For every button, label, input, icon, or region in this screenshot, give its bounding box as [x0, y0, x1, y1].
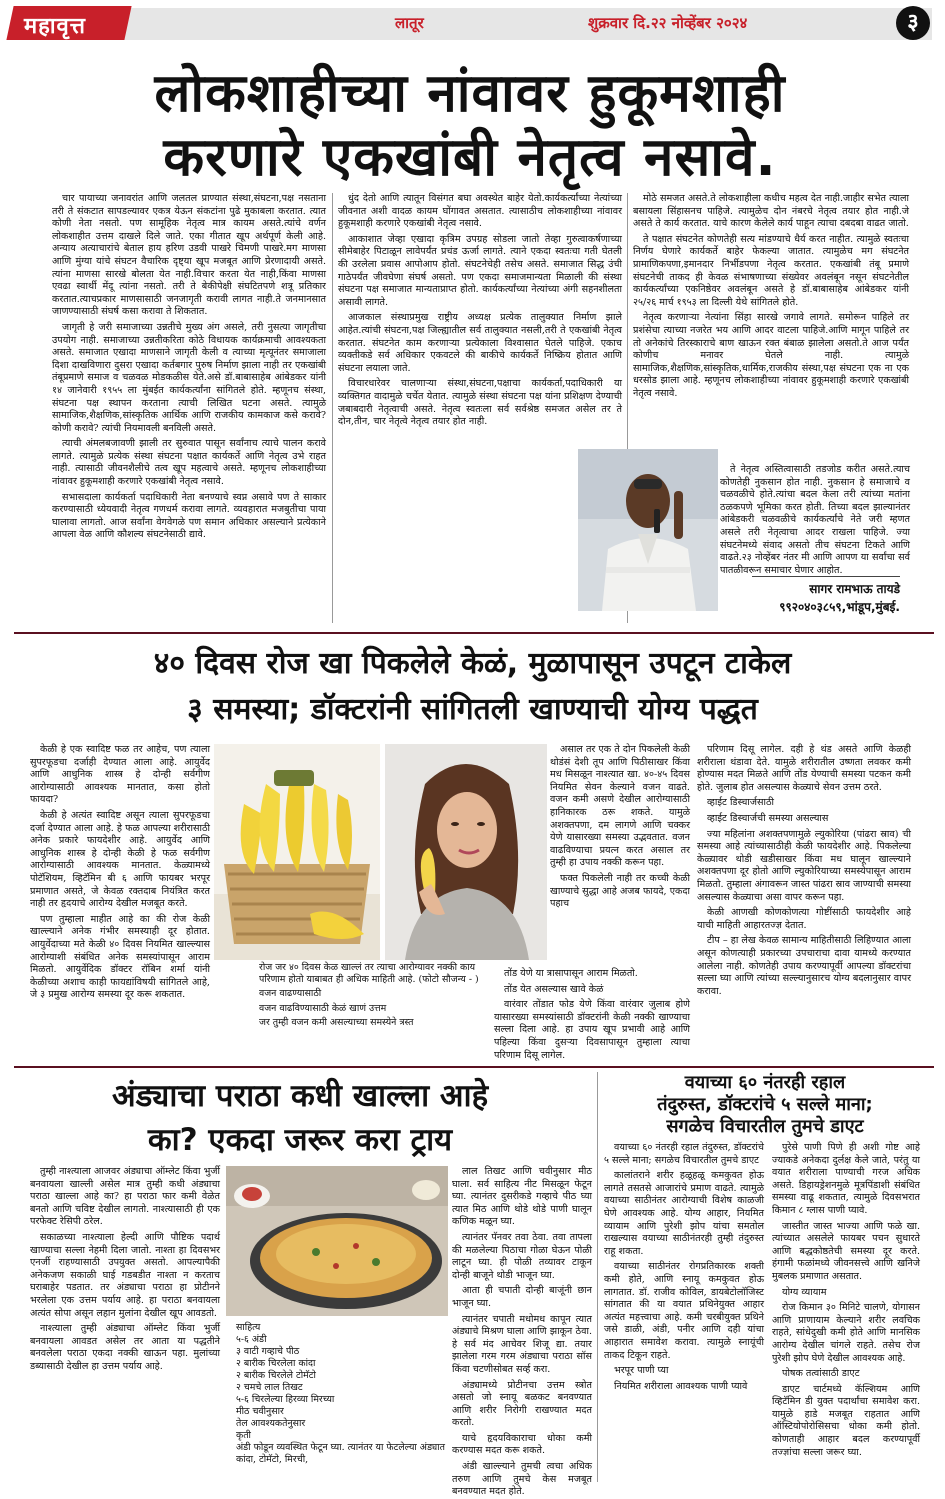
- article4-column-1: [604, 1142, 764, 1482]
- paragraph: ते पक्षात संघटनेत कोणतेही सत्य मांडण्याचे धैर्य करत नाहीत. त्यामुळे स्वतःचा निर्णय घेणारे कार्यकर्ते बाहेर फेकल्या जातात. त्यामुळेच मग संघटनेत प्रामाणिकपणा,इमानदार निर्भीडपणा नेतृत्व करतात. एकखांबी तंबू प्रमाणे संघटनेची ताकद ही केवळ संभाषणाच्या संख्येवर अवलंबून नसून संघटनेतील कार्यकर्त्यांच्या एकनिष्ठेवर अवलंबून असते हे डॉ.बाबासाहेब आंबेडकर यांनी २५/२६ मार्च १९५३ ला दिल्ली येथे सांगितले होते.: [633, 233, 909, 308]
- caption-line: रोज जर ४० दिवस केळ खाल्लं तर त्याचा आरोग्यावर नक्की काय परिणाम होतो याबाबत ही अधिक माहिती आहे. (फोटो सौजन्य - ): [259, 962, 479, 986]
- page-number: ३: [896, 6, 930, 40]
- paragraph: याचे हृदयविकाराचा धोका कमी करण्यास मदत करू शकते.: [452, 1432, 592, 1457]
- masthead: [0, 0, 945, 46]
- ingredient-item: ३ वाटी गव्हाचे पीठ: [236, 1346, 300, 1357]
- column-divider: [332, 193, 333, 623]
- article4-headline-line1: वयाच्या ६० नंतरही रहाल: [684, 1072, 846, 1093]
- ingredient-item: २ बारीक चिरलेला कांदा: [236, 1358, 316, 1369]
- paragraph: केळी आणखी कोणकोणत्या गोष्टींसाठी फायदेशीर आहे याची माहिती आहारतज्ज्ञ देतात.: [697, 907, 911, 931]
- ingredient-item: तेल आवश्यकतेनुसार: [236, 1418, 306, 1429]
- caption-line: जर तुम्ही वजन कमी असल्याच्या समस्येने त्रस्त: [259, 1016, 414, 1028]
- paragraph: वयाच्या साठीनंतर रोगप्रतिकारक शक्ती कमी होते, आणि स्नायू कमकुवत होऊ लागतात. डॉ. राजीव कोविल, डायबेटोलॉजिस्ट सांगतात की या वयात प्रथिनेयुक्त आहार अत्यंत महत्त्वाचा आहे. कमी चरबीयुक्त प्रथिने जसे डाळी, अंडी, पनीर आणि दही यांचा आहारात समावेश करावा. त्यामुळे स्नायूंची ताकद टिकून राहते.: [604, 1261, 764, 1361]
- article1-column-1: [52, 193, 326, 625]
- paragraph: डाएट चार्टमध्ये कॅल्शियम आणि व्हिटॅमिन डी युक्त पदार्थांचा समावेश करा. यामुळे हाडे मजबूत राहतात आणि ऑस्टियोपोरोसिसचा धोका कमी होतो. कोणताही आहार बदल करण्यापूर्वी तज्ज्ञांचा सल्ला जरूर घ्या.: [772, 1383, 920, 1458]
- bananas-photo: [214, 744, 380, 960]
- ingredient-item: मीठ चवीनुसार: [236, 1406, 284, 1417]
- article3-headline-line2: का? एकदा जरूर करा ट्राय: [147, 1122, 453, 1158]
- article3-column-1: [30, 1166, 220, 1482]
- ingredient-item: २ बारीक चिरलेले टोमॅटो: [236, 1370, 316, 1381]
- article4-headline-line2: तंदुरुस्त, डॉक्टरांचे ५ सल्ले माना;: [657, 1094, 873, 1115]
- edition-city: लातूर: [395, 14, 424, 32]
- ingredients-title: साहित्य: [236, 1322, 261, 1333]
- ingredients-list: [236, 1322, 446, 1482]
- article1-headline-line2: करणारे एकखांबी नेतृत्व नसावे.: [163, 127, 777, 188]
- article2-headline-line1: ४० दिवस रोज खा पिकलेले केळं, मुळापासून उपटून टाकेल: [153, 646, 792, 681]
- paragraph: आता ही चपाती दोन्ही बाजूंनी छान भाजून घ्या.: [452, 1285, 592, 1309]
- article4-column-2: [772, 1142, 920, 1482]
- paragraph: तोंड येणे या त्रासापासून आराम मिळतो.: [504, 968, 638, 979]
- paragraph: आजकाल संस्थाप्रमुख राष्ट्रीय अध्यक्ष प्रत्येक तालुक्यात निर्माण झाले आहेत.त्यांची संघटना,पक्ष जिल्ह्यातील सर्व तालुक्यात नसली,तरी ते एकखांबी नेतृत्व करतात. संघटनेत काम करणाऱ्या प्रत्येकाला विश्वासात घेतले पाहिजे. एकाच व्यक्तीकडे सर्व अधिकार एकवटले की बाकीचे कार्यकर्ते निष्क्रिय होतात आणि संघटना लयाला जाते.: [338, 312, 622, 374]
- signature-rule: [752, 576, 900, 577]
- newspaper-name: महावृत्त: [24, 14, 86, 39]
- paragraph: कालांतराने शरीर हळूहळू कमकुवत होऊ लागते तसतसे आजारांचे प्रमाण वाढते. त्यामुळे वयाच्या साठीनंतर आरोग्याची विशेष काळजी घेणे आवश्यक आहे. योग्य आहार, नियमित व्यायाम आणि पुरेशी झोप यांचा समतोल राखल्यास वयाच्या साठीनंतरही तुम्ही तंदुरुस्त राहू शकता.: [604, 1170, 764, 1257]
- paragraph: नेतृत्व करणाऱ्या नेत्यांना सिंहा सारखे जगावे लागते. समोरून पाहिले तर प्रशंसेचा त्याच्या नजरेत भय आणि आदर वाटला पाहिजे.आणि मागून पाहिले तर तो अनेकांचे तिरस्काराचे बाण खाऊन रक्त बंबाळ झालेला असतो.ते आज पर्यंत कोणीच मनावर घेतले नाही. त्यामुळे सामाजिक,शैक्षणिक,सांस्कृतिक,धार्मिक,राजकीय संस्था,पक्ष संघटना एक ना एक धरसोड झाला आहे. म्हणूनच लोकशाहीच्या नांवावर हुकूमशाही करणारे एकखांबी नेतृत्व नसावे.: [633, 312, 909, 399]
- article3-headline-line1: अंड्याचा पराठा कधी खाल्ला आहे: [111, 1078, 489, 1114]
- paragraph: फक्त पिकलेली नाही तर कच्ची केळी खाण्याचे सुद्धा आहे अजब फायदे, एकदा पहाच: [550, 872, 690, 910]
- ingredient-item: ५-६ अंडी: [236, 1334, 267, 1345]
- section-divider: [14, 632, 934, 634]
- egg-paratha-photo: [226, 1166, 448, 1316]
- paragraph: वारंवार तोंडात फोड येणे किंवा वारंवार जुलाब होणे यासारख्या समस्यांसाठी डॉक्टरांनी केळी नक्की खाण्याचा सल्ला दिला आहे. हा उपाय खूप प्रभावी आहे आणि पहिल्या किंवा दुसऱ्या दिवसापासून तुम्हाला त्याचा परिणाम दिसू लागेल.: [494, 999, 690, 1061]
- subheading: योग्य व्यायाम: [782, 1286, 827, 1298]
- article2-column-3-continued: [494, 968, 690, 1062]
- subheading: व्हाईट डिस्चार्जसाठी: [707, 797, 775, 809]
- ingredient-item: कृती: [236, 1430, 251, 1441]
- paragraph: नियमित शरीराला आवश्यक पाणी प्यावे: [614, 1380, 748, 1392]
- masthead-bar: [14, 8, 932, 40]
- paragraph: विचारधारेवर चालणाऱ्या संस्था,संघटना,पक्षाचा कार्यकर्ता,पदाधिकारी या व्यक्तिगत वादामुळे चर्चेत येतात. त्यामुळे संस्था संघटना पक्ष यांना प्रशिक्षण देण्याची जबाबदारी नेतृत्वाची असते. नेतृत्व स्वतःला सर्व सर्वश्रेष्ठ समजत असेल तर ते दोन,तीन, चार नेतृत्वे नेतृत्व तयार होत नाही.: [338, 378, 622, 428]
- article2-column-1: [30, 744, 210, 1064]
- paragraph: पुरेसे पाणी पिणे ही अशी गोष्ट आहे ज्याकडे अनेकदा दुर्लक्ष केले जाते, परंतु या वयात शरीराला पाण्याची गरज अधिक असते. डिहायड्रेशनमुळे मूत्रपिंडाशी संबंधित समस्या वाढू शकतात, त्यामुळे दिवसभरात किमान ८ ग्लास पाणी प्यावे.: [772, 1142, 920, 1216]
- author-name: सागर रामभाऊ तायडे: [809, 582, 900, 596]
- subheading: पोषक तत्वांसाठी डाएट: [782, 1368, 860, 1380]
- paragraph: अंडी खाल्ल्याने तुमची त्वचा अधिक तरुण आणि तुमचे केस मजबूत बनवण्यात मदत होते.: [452, 1461, 592, 1498]
- paragraph: असाल तर एक ते दोन पिकलेली केळी थोडंसं देशी तूप आणि पिठीसाखर किंवा मध मिसळून नाश्त्यात खा. ४०-४५ दिवस नियमित सेवन केल्याने वजन वाढते. वजन कमी असणे देखील आरोग्यासाठी हानिकारक ठरू शकते. यामुळे अशक्तपणा, दम लागणे आणि चक्कर येणे यासारख्या समस्या उद्भवतात. वजन वाढविण्याचा प्रयत्न करत असाल तर तुम्ही हा उपाय नक्की करून पहा.: [550, 744, 690, 869]
- subheading: व्हाईट डिस्चार्जची समस्या असल्यास: [707, 812, 829, 824]
- paragraph: रोज किमान ३० मिनिटे चालणे, योगासन आणि प्राणायाम केल्याने शरीर लवचिक राहते, सांधेदुखी कमी होते आणि मानसिक आरोग्य देखील चांगले राहते. तसेच रोज पुरेशी झोप घेणे देखील आवश्यक आहे.: [772, 1302, 920, 1364]
- paragraph: वयाच्या ६० नंतरही रहाल तंदुरुस्त, डॉक्टरांचे ५ सल्ले माना; सगळेच विचारतील तुमचे डाएट: [604, 1142, 764, 1166]
- paragraph: त्याची अंमलबजावणी झाली तर सुरुवात पासून सर्वांनाच त्याचे पालन करावे लागते. त्यामुळे प्रत्येक संस्था संघटना पक्षात कार्यकर्ते आणि नेतृत्व उभे राहत नाही. त्यासाठी जीवनशैलीचे तत्व खूप महत्वाचे असते. म्हणूनच लोकशाहीच्या नांवावर हुकूमशाही करणारे एकखांबी नेतृत्व नसावे.: [52, 438, 326, 488]
- article1-column-3: [633, 193, 909, 461]
- article2-headline-line2: ३ समस्या; डॉक्टरांनी सांगितली खाण्याची योग्य पद्धत: [187, 692, 758, 727]
- paragraph: त्यानंतर पॅनवर तवा ठेवा. तवा तापला की मळलेल्या पिठाचा गोळा घेऊन पोळी लाटून घ्या. ही पोळी तव्यावर टाकून दोन्ही बाजूने थोडी भाजून घ्या.: [452, 1231, 592, 1281]
- paragraph: पण तुम्हाला माहीत आहे का की रोज केळी खाल्ल्याने अनेक गंभीर समस्याही दूर होतात. आयुर्वेदाच्या मते केळी ४० दिवस नियमित खाल्ल्यास आरोग्याशी संबंधित अनेक समस्यांपासून आराम मिळतो. आयुर्वेदिक डॉक्टर रॉबिन शर्मा यांनी केळीच्या अशाच काही फायद्यांविषयी सांगितले आहे, जे ३ प्रमुख आरोग्य समस्या दूर करू शकतात.: [30, 913, 210, 1001]
- paragraph: सकाळच्या नाश्त्याला हेल्दी आणि पौष्टिक पदार्थ खाण्याचा सल्ला नेहमी दिला जातो. नाश्ता हा दिवसभर एनर्जी राहण्यासाठी उपयुक्त असतो. आपल्यापैकी अनेकजण सकाळी घाई गडबडीत नाश्ता न करताच घराबाहेर पडतात. तर अंड्याचा पराठा हा प्रोटीनने भरलेला एक उत्तम पर्याय आहे. हा पराठा बनवायला अत्यंत सोपा असून लहान मुलांना देखील खूप आवडतो.: [30, 1231, 220, 1319]
- paragraph: टीप – हा लेख केवळ सामान्य माहितीसाठी लिहिण्यात आला असून कोणत्याही प्रकारच्या उपचाराचा दावा यामध्ये करण्यात आलेला नाही. कोणतेही उपाय करण्यापूर्वी आपल्या डॉक्टरांचा सल्ला घ्या आणि त्यांच्या सल्ल्यानुसारच योग्य बदलानुसार वापर करावा.: [697, 935, 911, 997]
- photo-caption: [259, 962, 489, 1060]
- paragraph: ते नेतृत्व अस्तित्वासाठी तडजोड करीत असते.त्याच कोणतेही नुकसान होत नाही. नुकसान हे समाजाचे व चळवळीचे होते.त्यांचा बदल केला तरी त्यांच्या मतांना ठळकपणे भूमिका करत होती. तिच्या बदल झाल्यानंतर आंबेडकरी चळवळीचे कार्यकर्त्यांचे नेते जरी म्हणत असले तरी नेतृत्वाचा आदर राखला पाहिजे. ज्या संघटनेमध्ये संवाद असतो तीच संघटना टिकते आणि वाढते.२३ नोव्हेंबर नंतर मी आणि आपण या सर्वांचा सर्व पातळीवरून समाचार घेणार आहोत.: [720, 464, 910, 576]
- author-contact: ९९२०४०३८५९,भांडूप,मुंबई.: [779, 600, 900, 614]
- article4-headline-line3: सगळेच विचारतील तुमचे डाएट: [666, 1116, 864, 1137]
- issue-date: शुक्रवार दि.२२ नोव्हेंबर २०२४: [588, 14, 748, 32]
- paragraph: लाल तिखट आणि चवीनुसार मीठ घाला. सर्व साहित्य नीट मिसळून फेटून घ्या. त्यानंतर दुसरीकडे गव्हाचे पीठ घ्या त्यात मिठ आणि थोडे थोडे पाणी घालून कणिक मळून घ्या.: [452, 1166, 592, 1228]
- article2-column-3: [550, 744, 690, 966]
- paragraph: केळी हे अत्यंत स्वादिष्ट असून त्याला सुपरफूडचा दर्जा देण्यात आला आहे. हे फळ आपल्या शरीरासाठी अनेक प्रकारे फायदेशीर आहे. आयुर्वेद आणि आधुनिक शास्त्र हे दोन्ही केळी हे फळ सर्वगीण आरोग्यासाठी आवश्यक मानतात. केळ्यामध्ये पोटॅशियम, व्हिटॅमिन बी ६ आणि फायबर भरपूर प्रमाणात असते, जे केवळ रक्तदाब नियंत्रित करत नाही तर हृदयाचे आरोग्य देखील मजबूत करते.: [30, 809, 210, 910]
- paragraph: अंड्यामध्ये प्रोटीनचा उत्तम स्त्रोत असतो जो स्नायू बळकट बनवण्यात आणि शरीर निरोगी राखण्यात मदत करतो.: [452, 1379, 592, 1429]
- caption-line: वजन वाढण्यासाठी: [259, 988, 322, 1000]
- article2-column-4: [697, 744, 911, 1062]
- paragraph: मोठे समजत असते.ते लोकशाहीला कधीच महत्व देत नाही.जाहीर सभेत त्याला बसायला सिंहासनच पाहिजे. त्यामुळेच दोन नंबरचे नेतृत्व तयार होत नाही.जे असते ते कार्य करतात. याचे कारण केलेले कार्य पाहून त्याचा दबदबा वाढत जातो.: [633, 193, 909, 230]
- ingredient-item: २ चमचे लाल तिखट: [236, 1382, 303, 1393]
- paragraph: ज्या महिलांना अशक्तपणामुळे ल्युकोरिया (पांढरा स्राव) ची समस्या आहे त्यांच्यासाठीही केळी फायदेशीर आहे. पिकलेल्या केळ्यावर थोडी खडीसाखर किंवा मध घालून खाल्ल्याने अशक्तपणा दूर होतो आणि ल्युकोरियाच्या समस्येपासून आराम मिळतो. तुम्हाला अंगावरून जास्त पांढरा स्राव जाण्याची समस्या असल्यास केळ्याचा असा वापर करून पहा.: [697, 828, 911, 903]
- paragraph: धुंद देतो आणि त्यातून विसंगत बघा अवस्थेत बाहेर येतो.कार्यकर्त्यांच्या नेत्यांच्या जीवनात अशी वादळ कायम घोंगावत असतात. त्यासाठीच लोकशाहीच्या नांवावर हुकूमशाही करणारे एकखांबी नेतृत्व नसावे.: [338, 193, 622, 230]
- paragraph: चार पायाच्या जनावरांत आणि जलतल प्राण्यात संस्था,संघटना,पक्ष नसताना तरी ते संकटात सापडल्यावर एकत्र येऊन संकटांना पुढे मुकाबला करतात. त्यात कोणी नेता नसतो. पण सामूहिक नेतृत्व मात्र कायम असते.त्यांचे वर्णन लोकशाहीत उत्तम दाखले दिले जाते. एका गीतात खूप अर्थपूर्ण केली आहे. अन्याय अत्याचारांचे बेताल हाय हरिण उडवी पाखरे चिमणी पाखरे.मग माणसा आणि मुंग्या यांचे संघटन वैचारिक दृष्ट्या खूप मजबूत आणि प्रेरणादायी असते. त्यांना माणसा सारखे बोलता येत नाही.विचार करता येत नाही,किंवा माणसा एवढा स्वार्थी मेंदू त्यांना नसतो. तरी ते बेकीपेक्षी संघटितपणे शत्रू प्रतिकार करतात.त्याचप्रकार माणसासाठी जनजागृती करावी लागत नाही.ते जनमानसात जाणण्यासाठी संघर्ष कसा करावा ते शिकतात.: [52, 193, 326, 318]
- paragraph: जागृती हे जरी समाजाच्या उन्नतीचे मुख्य अंग असले, तरी नुसत्या जागृतीचा उपयोग नाही. समाजाच्या उन्नतीकरिता कोठे विधायक कार्यक्रमाची आवश्यकता असते. समाजात एखादा माणसाने जागृती केली व त्याच्या मृत्यूनंतर समाजाला दिशा दाखविणारा दुसरा एखादा कर्तबगार पुरुष निर्माण झाला नाही तर एकखांबी तंबूप्रमाणे समाज व चळवळ मोडकळीस येते.असे डॉ.बाबासाहेब आंबेडकर यांनी १४ जानेवारी १९५५ ला मुंबईत कार्यकर्त्यांना सांगितले होते. म्हणूनच संस्था, संघटना पक्ष स्थापन करताना त्याची लिखित घटना असते. त्यामुळे सामाजिक,शैक्षणिक,सांस्कृतिक आर्थिक आणि राजकीय कामकाज कसे करावे? कोणी करावे? त्यांची नियमावली बनविली असते.: [52, 321, 326, 434]
- subheading: तोंड येत असल्यास खावे केळं: [504, 983, 604, 995]
- ingredient-item: ५-६ चिरलेल्या हिरव्या मिरच्या: [236, 1394, 335, 1405]
- paragraph: जास्तीत जास्त भाज्या आणि फळे खा. त्यांच्यात असलेले फायबर पचन सुधारते आणि बद्धकोष्ठतेची समस्या दूर करते. हंगामी फळांमध्ये जीवनसत्त्वे आणि खनिजे मुबलक प्रमाणात असतात.: [772, 1220, 920, 1282]
- paragraph: त्यानंतर चपाती मधोमध कापून त्यात अंड्याचे मिश्रण घाला आणि झाकून ठेवा. हे सर्व मंद आचेवर शिजू द्या. तयार झालेला गरम गरम अंड्याचा पराठा सॉस किंवा चटणीसोबत सर्व्ह करा.: [452, 1313, 592, 1375]
- paragraph: आकाशात जेव्हा एखादा कृत्रिम उपग्रह सोडला जातो तेव्हा गुरुत्वाकर्षणाच्या सीमेबाहेर पिटाळून लावेपर्यंत प्रचंड ऊर्जा लागते. त्याने एकदा स्वतःचा गती घेतली की उरलेला प्रवास आपोआप होतो. संघटनेचेही तसेच असते. समाजात सिद्ध उंची गाठेपर्यंत जीवघेणा संघर्ष असतो. पण एकदा समाजमान्यता मिळाली की संस्था संघटना पक्ष समाजात मान्यताप्राप्त होतो. कार्यकर्त्यांच्या नेत्यांच्या अंगी सहनशीलता असावी लागते.: [338, 233, 622, 308]
- paragraph: केळी हे एक स्वादिष्ट फळ तर आहेच, पण त्याला सुपरफूडचा दर्जाही देण्यात आला आहे. आयुर्वेद आणि आधुनिक शास्त्र हे दोन्ही सर्वगीण आरोग्यासाठी आवश्यक मानतात, कसा होतो फायदा?: [30, 744, 210, 806]
- woman-eating-banana-photo: [385, 744, 547, 960]
- column-divider: [597, 1072, 598, 1482]
- caption-line: वजन वाढविण्यासाठी केळं खाणं उत्तम: [259, 1002, 387, 1014]
- article1-headline-line1: लोकशाहीच्या नांवावर हुकूमशाही: [154, 63, 786, 124]
- paragraph: नाश्त्याला तुम्ही अंड्याचा ऑम्लेट किंवा भुर्जी बनवायला आवडत असेल तर आता या पद्धतीने बनवलेला पराठा एकदा नक्की खाऊन पहा. मुलांच्या डब्यासाठी देखील हा उत्तम पर्याय आहे.: [30, 1323, 220, 1372]
- paragraph: परिणाम दिसू लागेल. दही हे थंड असते आणि केळही शरीराला थंडावा देते. यामुळे शरीरातील उष्णता लवकर कमी होण्यास मदत मिळते आणि तोंड येण्याची समस्या पटकन कमी होते. जुलाब होत असल्यास केळ्याचे सेवन उत्तम ठरते.: [697, 744, 911, 793]
- section-divider: [14, 1066, 934, 1068]
- method-text: अंडी फोडून व्यवस्थित फेटून घ्या. त्यानंतर या फेटलेल्या अंड्यात कांदा, टोमॅटो, मिरची,: [236, 1442, 445, 1465]
- paragraph: तुम्ही नाश्त्याला आजवर अंड्याचा ऑम्लेट किंवा भुर्जी बनवायला खाल्ली असेल मात्र तुम्ही कधी अंड्याचा पराठा खाल्ला आहे का? हा पराठा फार कमी वेळेत बनतो आणि चविष्ट देखील लागतो. नाश्त्यासाठी ही एक परफेक्ट रेसिपी ठरेल.: [30, 1166, 220, 1228]
- subheading: भरपूर पाणी प्या: [614, 1365, 669, 1377]
- paragraph: सभासदाला कार्यकर्ता पदाधिकारी नेता बनण्याचे स्वप्न असावे पण ते साकार करण्यासाठी ध्येयवादी नेतृत्व गणधर्म करावा लागते. व्यवहारात मजबुतीचा पाया घालावा लागतो. आज सर्वांना वेगवेगळे पण समान अधिकार असल्याने प्रत्येकाने आपला वेळ आणि कौशल्य संघटनेसाठी द्यावे.: [52, 491, 326, 541]
- article3-column-3: [452, 1166, 592, 1498]
